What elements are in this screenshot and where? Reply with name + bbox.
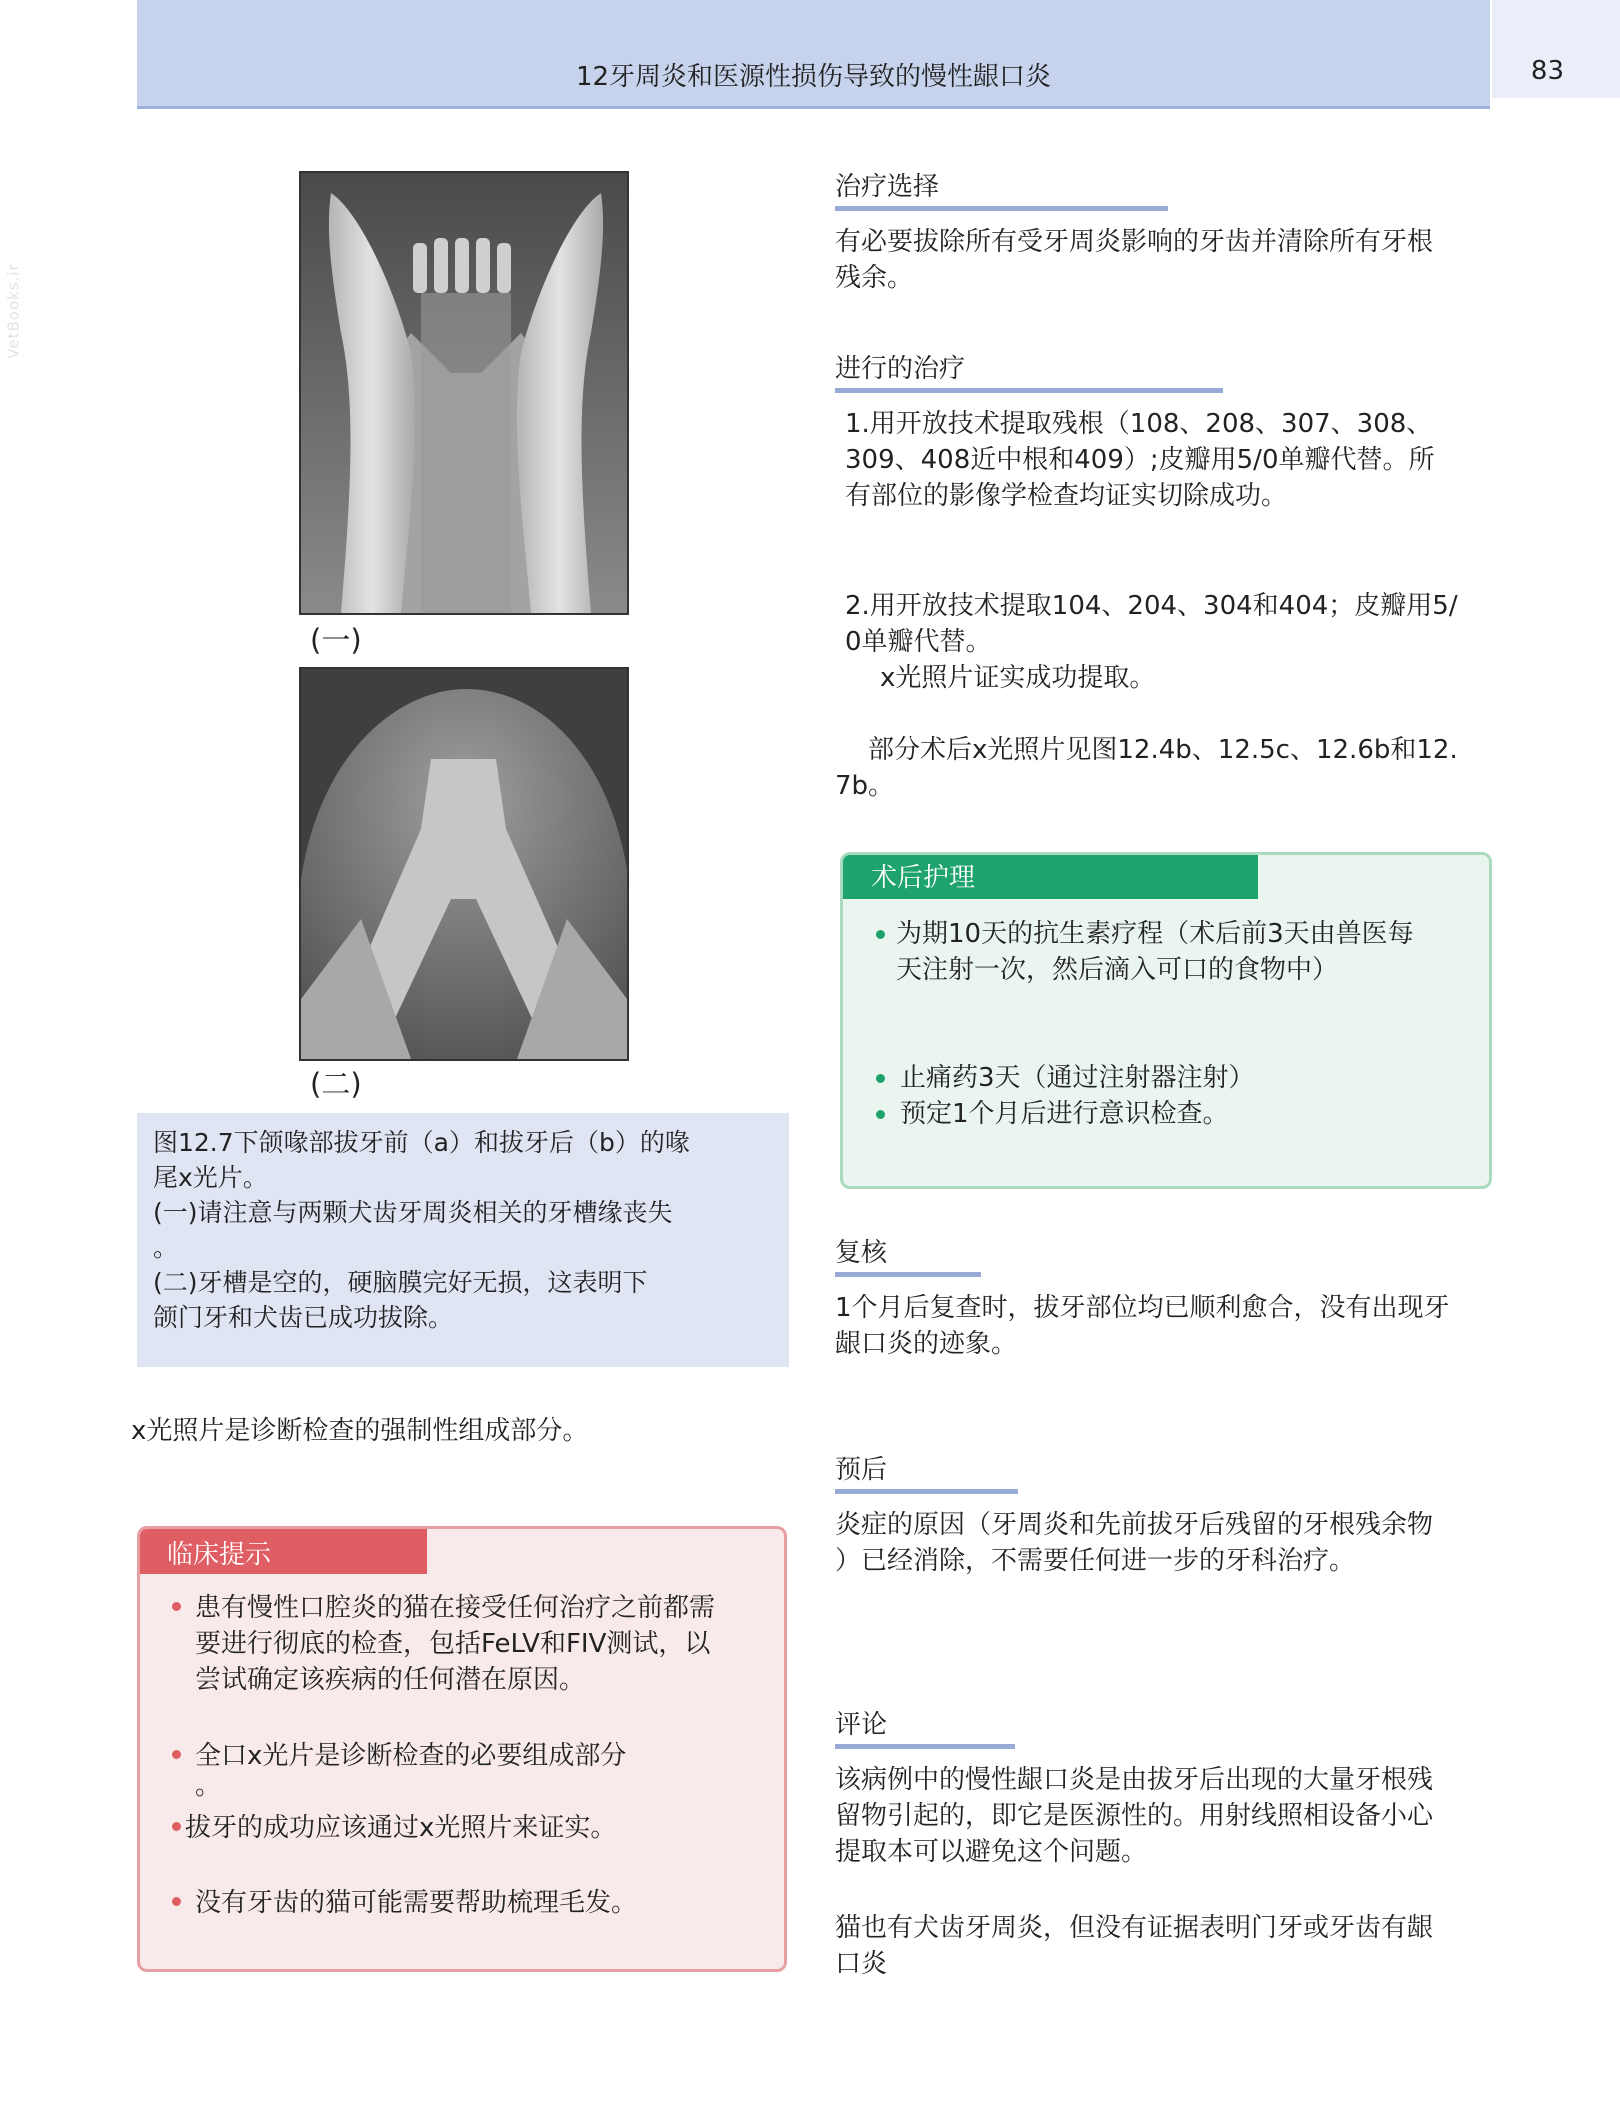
- bullet-icon: [172, 1822, 181, 1831]
- bullet-icon: [876, 1110, 885, 1119]
- body-line: 留物引起的，即它是医源性的。用射线照相设备小心: [835, 1801, 1434, 1831]
- caption-line: 图12.7下颌喙部拔牙前（a）和拔牙后（b）的喙: [153, 1128, 690, 1157]
- bullet-icon: [172, 1750, 181, 1759]
- body-line: 龈口炎的迹象。: [835, 1329, 1018, 1359]
- body-line: 0单瓣代替。: [845, 627, 992, 657]
- section-title-recheck: 复核: [835, 1238, 888, 1268]
- panel-label-a: (一): [310, 623, 362, 657]
- body-line: 残余。: [835, 263, 914, 293]
- tip-line: 尝试确定该疾病的任何潜在原因。: [195, 1665, 586, 1695]
- section-rule: [835, 1744, 1015, 1749]
- body-line: 部分术后x光照片见图12.4b、12.5c、12.6b和12.: [868, 735, 1458, 765]
- section-rule: [835, 1489, 1018, 1494]
- section-title-prognosis: 预后: [835, 1455, 888, 1485]
- clinical-tips-title: 临床提示: [167, 1540, 272, 1570]
- panel-label-b: (二): [310, 1067, 362, 1101]
- body-line: 炎症的原因（牙周炎和先前拔牙后残留的牙根残余物: [835, 1510, 1434, 1540]
- postop-line: 为期10天的抗生素疗程（术后前3天由兽医每: [896, 919, 1414, 949]
- postop-line: 预定1个月后进行意识检查。: [900, 1099, 1229, 1129]
- body-line: x光照片证实成功提取。: [880, 663, 1156, 693]
- body-line: ）已经消除，不需要任何进一步的牙科治疗。: [835, 1546, 1356, 1576]
- bullet-icon: [876, 930, 885, 939]
- body-line: 7b。: [835, 771, 895, 801]
- tip-line: 全口x光片是诊断检查的必要组成部分: [195, 1741, 627, 1771]
- xray-image-before: [299, 171, 629, 615]
- body-line: 1个月后复查时，拔牙部位均已顺利愈合，没有出现牙: [835, 1293, 1450, 1323]
- body-line: 该病例中的慢性龈口炎是由拔牙后出现的大量牙根残: [835, 1765, 1434, 1795]
- tip-line: 要进行彻底的检查，包括FeLV和FIV测试，以: [195, 1629, 711, 1659]
- xray-image-after: [299, 667, 629, 1061]
- caption-line: 尾x光片。: [153, 1163, 268, 1192]
- section-rule: [835, 206, 1168, 211]
- tip-line: 没有牙齿的猫可能需要帮助梳理毛发。: [195, 1888, 638, 1918]
- caption-line: 颌门牙和犬齿已成功拔除。: [153, 1303, 454, 1332]
- body-line: 有必要拔除所有受牙周炎影响的牙齿并清除所有牙根: [835, 227, 1434, 257]
- postop-line: 止痛药3天（通过注射器注射）: [900, 1063, 1255, 1093]
- section-title-treatment-performed: 进行的治疗: [835, 354, 966, 384]
- running-title: 12牙周炎和医源性损伤导致的慢性龈口炎: [575, 62, 1052, 92]
- left-paragraph: x光照片是诊断检查的强制性组成部分。: [131, 1416, 589, 1446]
- tip-line: 拔牙的成功应该通过x光照片来证实。: [185, 1813, 617, 1843]
- bullet-icon: [876, 1074, 885, 1083]
- page-number: 83: [1530, 56, 1564, 86]
- body-line: 口炎: [835, 1949, 888, 1979]
- body-line: 有部位的影像学检查均证实切除成功。: [845, 481, 1288, 511]
- postop-line: 天注射一次，然后滴入可口的食物中）: [896, 955, 1339, 985]
- body-line: 2.用开放技术提取104、204、304和404；皮瓣用5/: [845, 591, 1458, 621]
- body-line: 提取本可以避免这个问题。: [835, 1837, 1148, 1867]
- postop-care-box: [840, 852, 1492, 1189]
- xray-before-graphic: [301, 173, 627, 613]
- xray-after-graphic: [301, 669, 627, 1059]
- section-rule: [835, 388, 1223, 393]
- bullet-icon: [172, 1602, 181, 1611]
- side-watermark: VetBooks.ir: [4, 263, 23, 359]
- body-line: 猫也有犬齿牙周炎，但没有证据表明门牙或牙齿有龈: [835, 1913, 1434, 1943]
- figure-caption: [137, 1113, 789, 1367]
- bullet-icon: [172, 1897, 181, 1906]
- section-rule: [835, 1272, 981, 1277]
- caption-line: (二)牙槽是空的，硬脑膜完好无损，这表明下: [153, 1268, 648, 1297]
- postop-care-title: 术后护理: [871, 863, 976, 893]
- section-title-comments: 评论: [835, 1710, 888, 1740]
- body-line: 309、408近中根和409）;皮瓣用5/0单瓣代替。所: [845, 445, 1435, 475]
- tip-line: 。: [195, 1771, 222, 1801]
- caption-line: (一)请注意与两颗犬齿牙周炎相关的牙槽缘丧失: [153, 1198, 673, 1227]
- body-line: 1.用开放技术提取残根（108、208、307、308、: [845, 409, 1433, 439]
- section-title-treatment-options: 治疗选择: [835, 172, 940, 202]
- tip-line: 患有慢性口腔炎的猫在接受任何治疗之前都需: [195, 1593, 716, 1623]
- caption-line: 。: [153, 1233, 179, 1262]
